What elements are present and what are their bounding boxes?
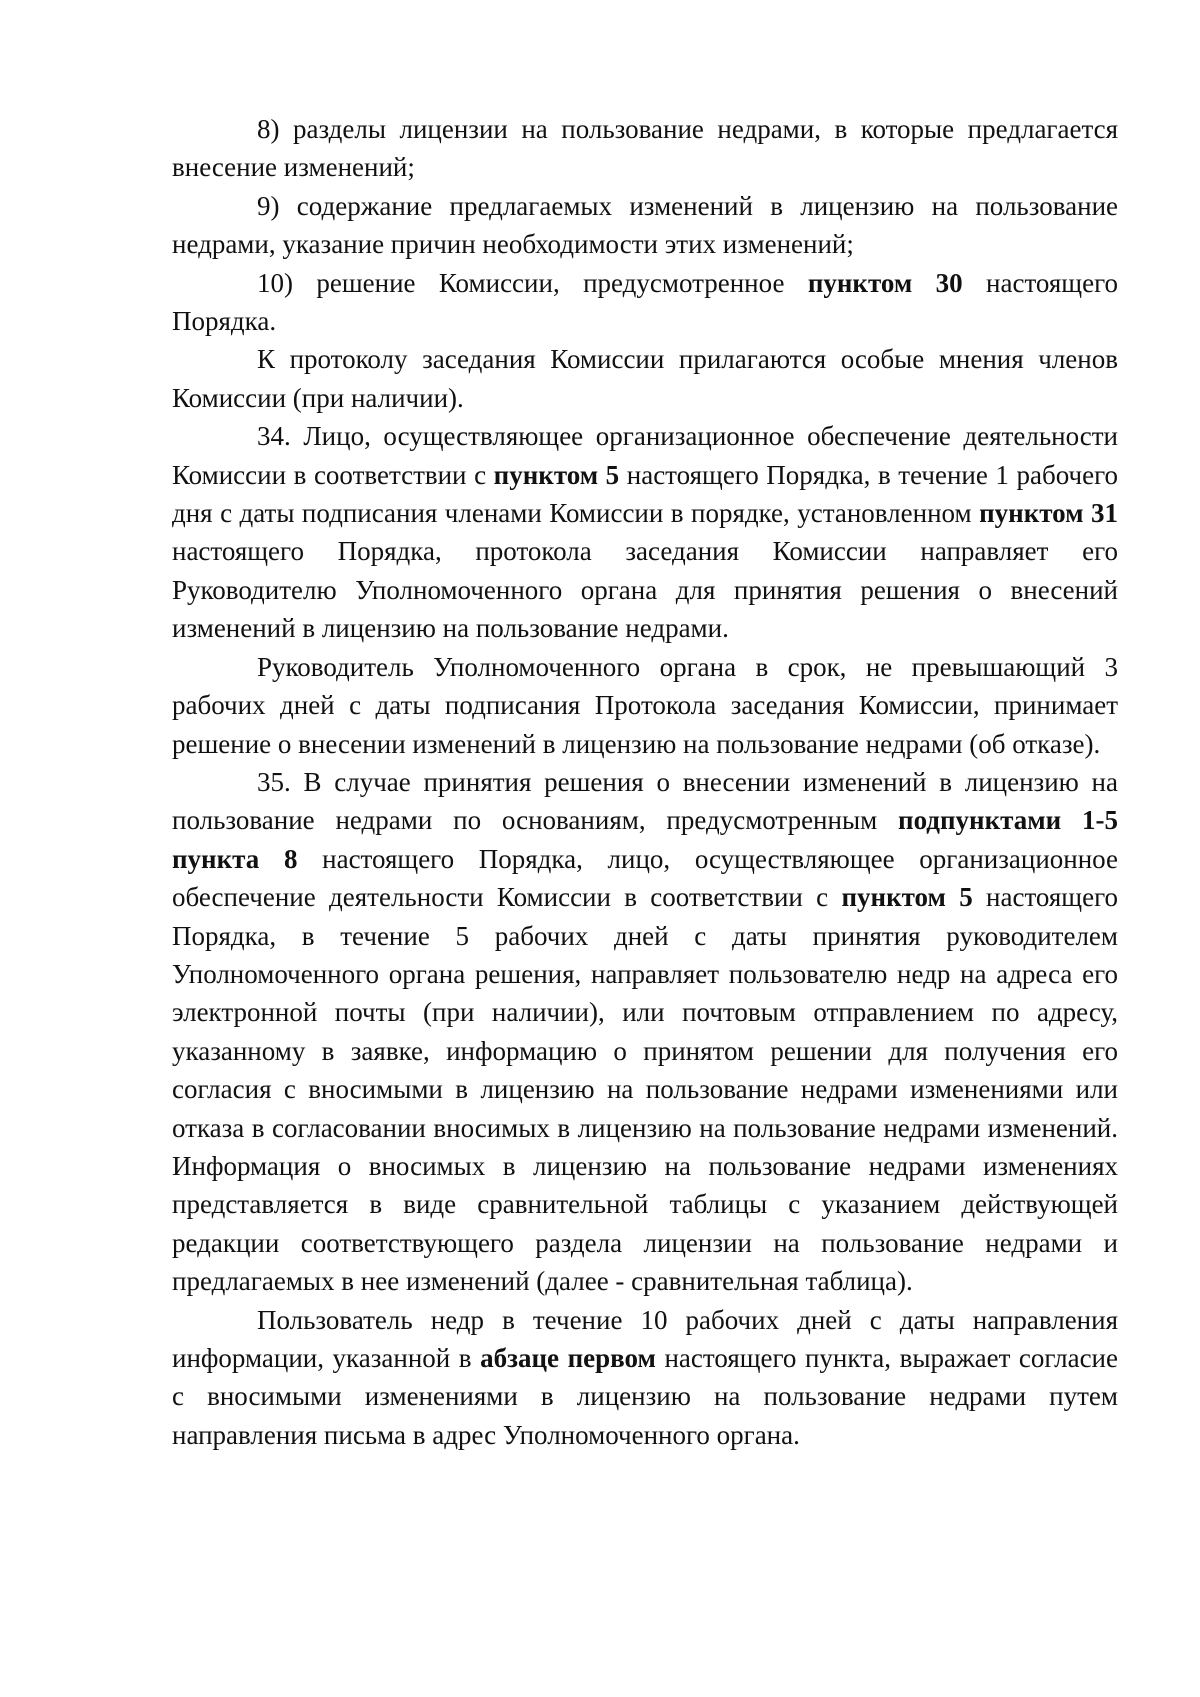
- clause-35: [172, 763, 1118, 1301]
- bold-reference: подпунктами 1-5 пункта 8: [172, 805, 1118, 874]
- text-run: Пользователь недр в течение 10 рабочих дней с даты направления информации, указанной в: [172, 1304, 1118, 1373]
- text-run: настоящего пункта, выражает согласие с вносимыми изменениями в лицензию на пользование недрами путем направления письма в адрес Уполномоченного органа.: [172, 1343, 1118, 1450]
- paragraph-subsoil-user-consent: [172, 1301, 1118, 1455]
- text-run: 10) решение Комиссии, предусмотренное: [257, 267, 808, 298]
- bold-reference: пунктом 5: [841, 882, 973, 913]
- bold-reference: абзаце первом: [480, 1343, 656, 1373]
- text-run: настоящего Порядка, лицо, осуществляющее организационное обеспечение деятельности Комиссии в соответствии с: [172, 843, 1118, 913]
- text-run: 8) разделы лицензии на пользование недрами, в которые предлагается внесение изменений;: [172, 114, 1118, 183]
- bold-reference: пунктом 30: [807, 267, 963, 298]
- text-run: 35. В случае принятия решения о внесении изменений в лицензию на пользование недрами по основаниям, предусмотренным: [172, 766, 1118, 836]
- list-item-10: [172, 264, 1118, 341]
- bold-reference: пунктом 5: [493, 459, 620, 490]
- text-run: К протоколу заседания Комиссии прилагаются особые мнения членов Комиссии (при наличии).: [172, 344, 1118, 413]
- text-run: настоящего Порядка, в течение 5 рабочих дней с даты принятия руководителем Уполномоченного органа решения, направляет пользователю недр на адреса его электронной почты (при наличии), или почтовым отправлением по адресу, указанному в заявке, информацию о принятом решении для получения его согласия с вносимыми в лицензию на пользование недрами изменениями или отказа в согласовании вносимых в лицензию на пользование недрами изменений. Информация о вносимых в лицензию на пользование недрами изменениях представляется в виде сравнительной таблицы с указанием действующей редакции соответствующего раздела лицензии на пользование недрами и предлагаемых в нее изменений (далее - сравнительная таблица).: [172, 882, 1118, 1297]
- text-run: настоящего Порядка.: [172, 267, 1118, 337]
- list-item-9: [172, 187, 1118, 264]
- text-run: настоящего Порядка, протокола заседания Комиссии направляет его Руководителю Уполномоченного органа для принятия решения о внесений изменений в лицензию на пользование недрами.: [172, 536, 1118, 644]
- document-body: [172, 110, 1118, 1454]
- text-run: настоящего Порядка, в течение 1 рабочего дня с даты подписания членами Комиссии в порядке, установленном: [172, 459, 1118, 529]
- text-run: 34. Лицо, осуществляющее организационное обеспечение деятельности Комиссии в соответствии с: [172, 421, 1118, 490]
- clause-34: [172, 417, 1118, 647]
- paragraph-special-opinions: [172, 340, 1118, 417]
- paragraph-head-decision: [172, 648, 1118, 763]
- text-run: Руководитель Уполномоченного органа в срок, не превышающий 3 рабочих дней с даты подписания Протокола заседания Комиссии, принимает решение о внесении изменений в лицензию на пользование недрами (об отказе).: [172, 651, 1118, 759]
- bold-reference: пунктом 31: [979, 498, 1118, 529]
- list-item-8: [172, 110, 1118, 187]
- text-run: 9) содержание предлагаемых изменений в лицензию на пользование недрами, указание причин необходимости этих изменений;: [172, 190, 1118, 260]
